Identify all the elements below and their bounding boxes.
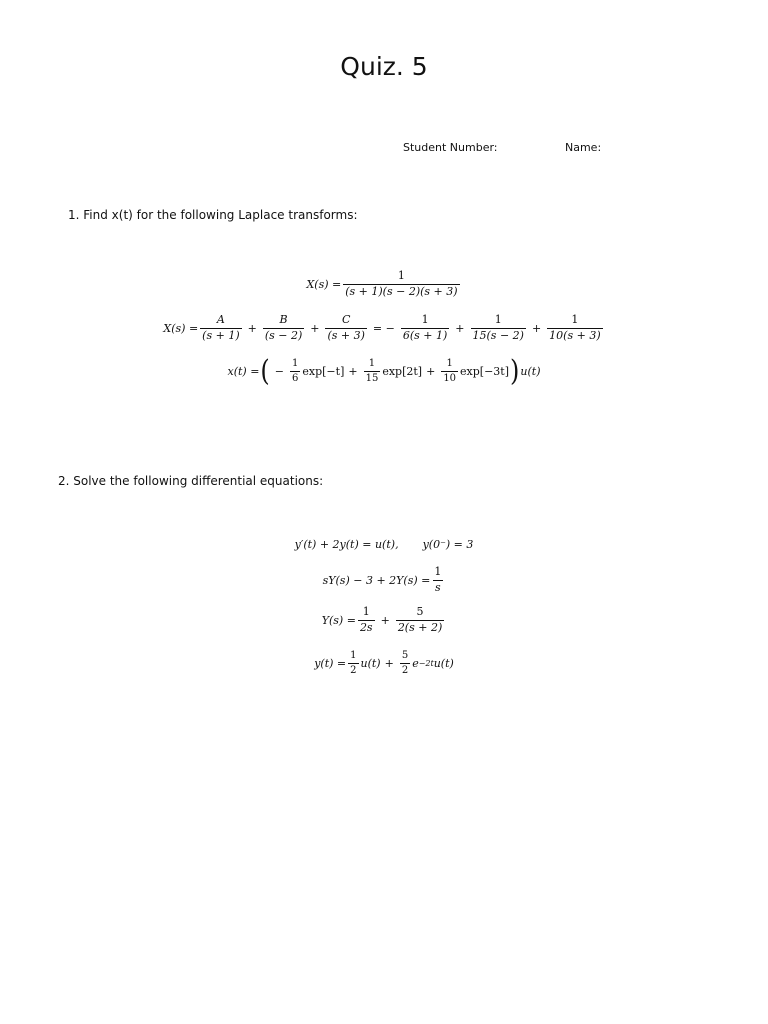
q2-eq3-lhs: Y(s) = [321, 613, 356, 627]
q1-eq2-rhs-2-num: 1 [494, 313, 502, 326]
q1-equation-3 [0, 354, 768, 388]
q1-eq2-term-a [200, 314, 241, 342]
q1-eq1-num: 1 [397, 269, 405, 282]
q1-eq2-rhs-sign-2: + [455, 321, 465, 335]
q2-eq1-condition: y(0⁻) = 3 [422, 538, 474, 551]
q1-eq1-lhs: X(s) = [306, 277, 342, 291]
q2-eq3-frac-2-num: 5 [416, 605, 424, 618]
q1-eq3-frac-2-num: 1 [368, 358, 376, 369]
q1-eq3-frac-3-num: 1 [446, 358, 453, 369]
q1-eq2-rhs-1-den: 6(s + 1) [402, 328, 448, 342]
q2-eq2-lhs: sY(s) − 3 + 2Y(s) = [322, 573, 431, 587]
q2-eq4-frac-1-den: 2 [350, 664, 357, 676]
question-1-text: 1. Find x(t) for the following Laplace transforms: [68, 208, 358, 222]
q2-eq4-frac-1-num: 1 [350, 650, 357, 661]
q2-eq2-den: s [435, 580, 441, 594]
q1-eq2-term-c-num: C [341, 313, 351, 326]
q1-eq3-fn-2: exp[2t] [382, 364, 423, 378]
q1-eq1-den: (s + 1)(s − 2)(s + 3) [345, 284, 458, 298]
q1-eq2-term-b [263, 314, 304, 342]
q1-eq2-term-a-den: (s + 1) [202, 328, 240, 342]
q2-equation-1 [0, 538, 768, 551]
q2-eq4-lhs: y(t) = [314, 656, 347, 670]
q1-eq3-frac-1-den: 6 [292, 372, 299, 384]
q1-eq2-rhs-term-2 [471, 314, 526, 342]
q2-eq4-exponent: −2t [418, 658, 434, 668]
q2-eq4-frac-2 [400, 650, 410, 676]
q1-eq3-fn-1: exp[−t] [302, 364, 345, 378]
q1-eq2-rhs-2-den: 15(s − 2) [472, 328, 524, 342]
q2-eq3-frac-1 [358, 606, 375, 634]
q2-eq4-frac-2-den: 2 [401, 664, 409, 676]
q1-eq3-tail: u(t) [520, 364, 541, 378]
q1-eq2-rhs-sign-1: = − [372, 321, 395, 335]
q2-eq3-frac-2 [396, 606, 444, 634]
q2-eq2-fraction [432, 566, 443, 594]
q1-equation-1 [0, 270, 768, 298]
q1-eq2-rhs-3-num: 1 [571, 313, 579, 326]
q1-eq3-fn-3: exp[−3t] [460, 364, 510, 378]
q1-eq3-frac-1-num: 1 [292, 358, 299, 369]
page-title: Quiz. 5 [340, 52, 428, 81]
q2-eq3-frac-1-den: 2s [359, 620, 373, 634]
question-2-text: 2. Solve the following differential equations: [58, 474, 324, 488]
q1-eq3-sign-2: + [348, 364, 358, 378]
q2-equation-2 [0, 566, 768, 594]
name-label: Name: [565, 141, 602, 154]
q1-eq1-fraction [343, 270, 459, 298]
q2-eq3-frac-1-num: 1 [362, 605, 370, 618]
q1-eq2-rhs-3-den: 10(s + 3) [549, 328, 601, 342]
q1-eq2-rhs-term-1 [401, 314, 449, 342]
q2-eq4-frac-2-num: 5 [401, 650, 409, 661]
q1-equation-2: X(s) = $\frac{A}{(s + 1)}$ + $\frac{B}{(s - 2)}$ + $\frac{C}{(s + 3)}$ = − $\frac{1}{6(s + 1)}$ + $\frac{1}{15(s - 2)}$ + $\frac{1}{10(s + 3)}$ [163, 313, 601, 342]
q2-eq4-frac-1 [348, 650, 358, 676]
q2-eq1-line: y′(t) + 2y(t) = u(t), [294, 538, 399, 551]
q1-eq3-lhs: x(t) = [227, 364, 260, 378]
q2-equation-4 [0, 650, 768, 676]
q1-eq2-rhs-1-num: 1 [421, 313, 429, 326]
q1-eq2-lhs: X(s) = [163, 321, 199, 335]
q1-eq2-term-b-num: B [279, 313, 288, 326]
q2-eq4-fn-1: u(t) [360, 656, 381, 670]
q2-eq4-exp-base: e [412, 656, 419, 670]
q2-eq3-frac-2-den: 2(s + 2) [397, 620, 443, 634]
q2-equation-3 [0, 606, 768, 634]
q1-eq3-sign-1: − [274, 364, 285, 378]
q1-eq3-frac-3 [441, 358, 458, 384]
q1-eq2-term-a-num: A [216, 313, 225, 326]
q1-eq3-frac-2-den: 15 [365, 372, 379, 384]
left-paren: ( [260, 354, 270, 388]
q2-eq2-num: 1 [434, 565, 442, 578]
student-number-label: Student Number: [403, 141, 498, 154]
q1-eq3-frac-2 [364, 358, 381, 384]
right-paren: ) [510, 354, 520, 388]
q1-eq2-rhs-sign-3: + [531, 321, 542, 335]
q1-eq3-sign-3: + [426, 364, 436, 378]
q2-eq4-sign: + [384, 656, 394, 670]
q1-eq3-frac-1 [290, 358, 300, 384]
q1-eq2-term-c-den: (s + 3) [327, 328, 365, 342]
q1-eq2-term-b-den: (s − 2) [264, 328, 303, 342]
q1-eq2-term-c [325, 314, 366, 342]
q1-eq3-frac-3-den: 10 [443, 372, 457, 384]
q1-eq2-rhs-term-3 [547, 314, 602, 342]
q2-eq4-tail: u(t) [433, 656, 454, 670]
q2-eq3-sign: + [380, 613, 390, 627]
